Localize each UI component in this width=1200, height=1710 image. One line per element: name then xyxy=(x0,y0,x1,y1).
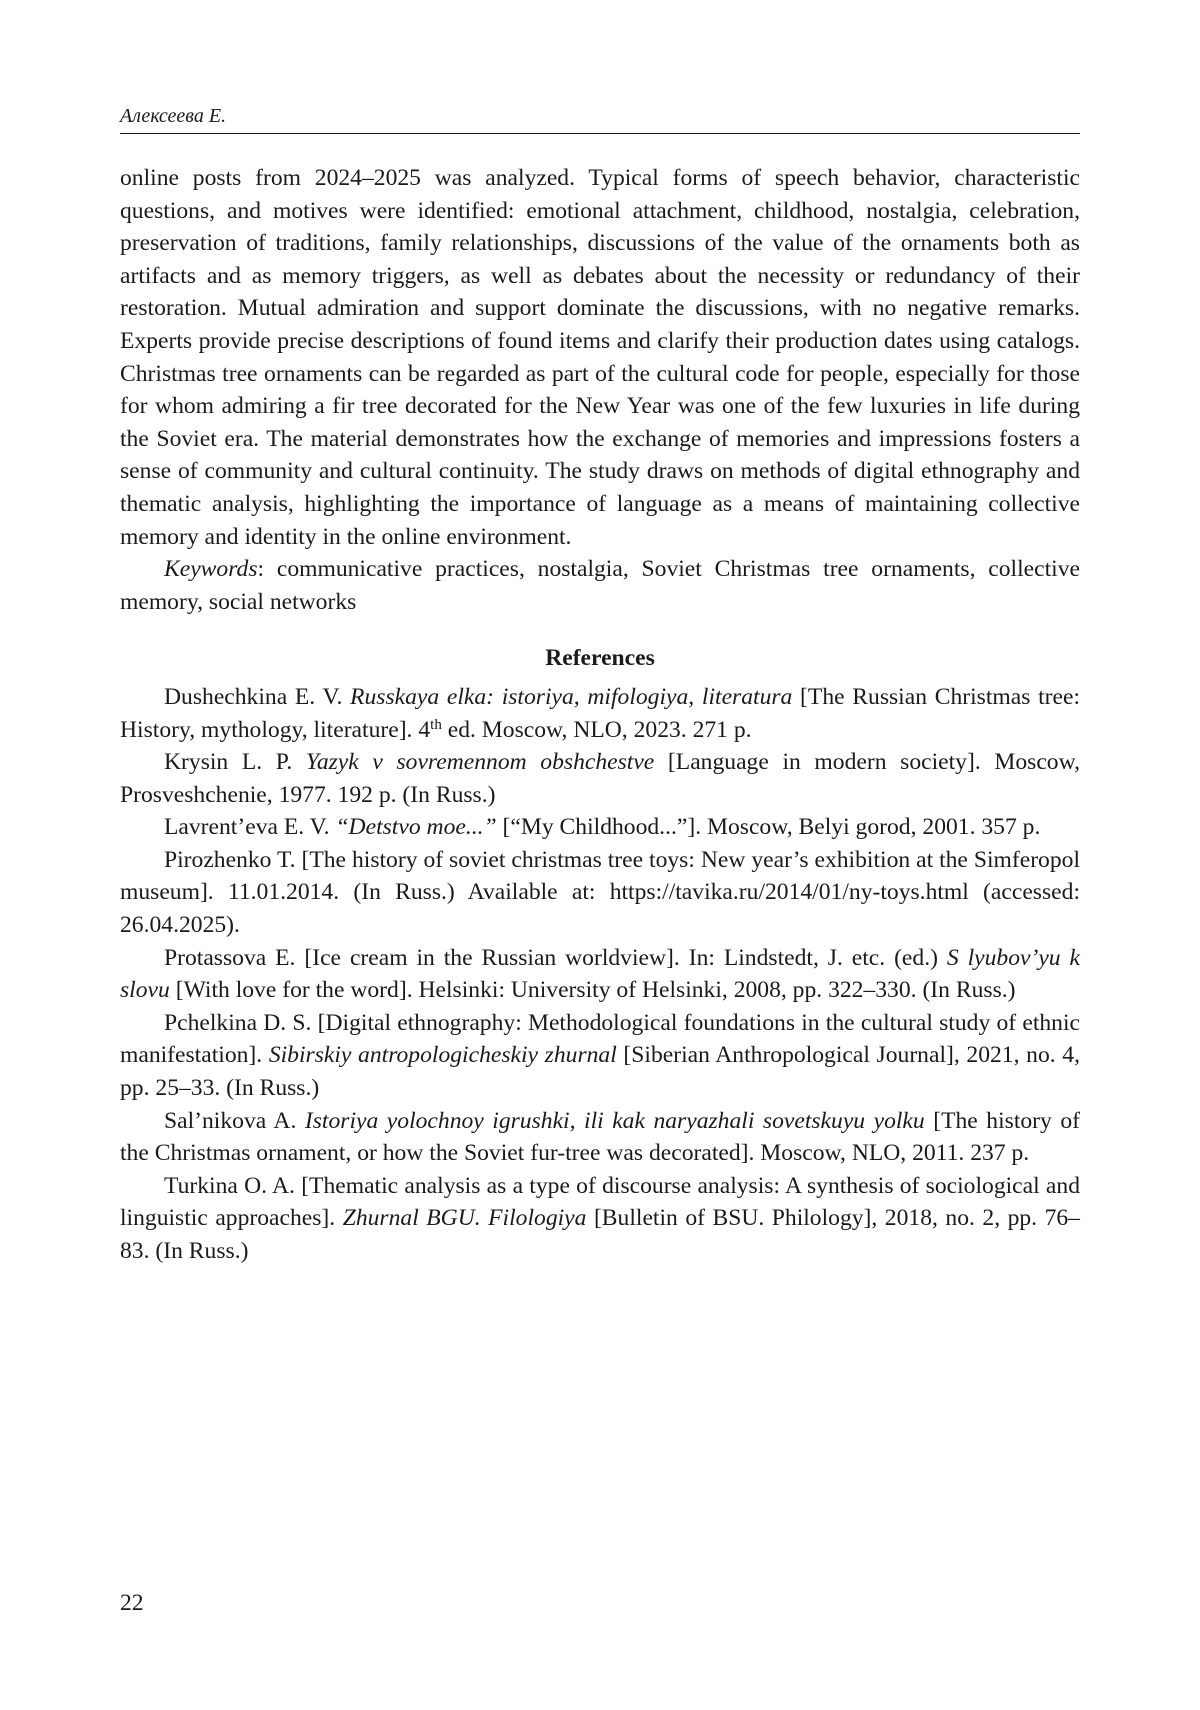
reference-item: Sal’nikova A. Istoriya yolochnoy igrushki, ili kak naryazhali sovetskuyu yolku [The history of the Christmas ornament, or how the Soviet fur-tree was decorated]. Moscow, NLO, 2011. 237 p. xyxy=(120,1107,1080,1167)
reference-item: Pirozhenko T. [The history of soviet christmas tree toys: New year’s exhibition at the Simferopol museum]. 11.01.2014. (In Russ.) Available at: https://tavika.ru/2014/01/ny-toys.html (accessed: 26.04.2025). xyxy=(120,846,1080,939)
reference-item: Protassova E. [Ice cream in the Russian worldview]. In: Lindstedt, J. etc. (ed.) S lyubov’yu k slovu [With love for the word]. Helsinki: University of Helsinki, 2008, pp. 322–330. (In Russ.) xyxy=(120,944,1080,1004)
abstract-continuation: online posts from 2024–2025 was analyzed. Typical forms of speech behavior, characteristic questions, and motives were identified: emotional attachment, childhood, nostalgia, celebration, preservation of traditions, family relationships, discussions of the value of the ornaments both as artifacts and as memory triggers, as well as debates about the necessity or redundancy of their restoration. Mutual admiration and support dominate the discussions, with no negative remarks. Experts provide precise descriptions of found items and clarify their production dates using catalogs. Christmas tree ornaments can be regarded as part of the cultural code for people, especially for those for whom admiring a fir tree decorated for the New Year was one of the few luxuries in life during the Soviet era. The material demonstrates how the exchange of memories and impressions fosters a sense of community and cultural continuity. The study draws on methods of digital ethnography and thematic analysis, highlighting the importance of language as a means of maintaining collective memory and identity in the online environment. xyxy=(120,165,1080,550)
reference-item: Dushechkina E. V. Russkaya elka: istoriya, mifologiya, literatura [The Russian Christmas tree: History, mythology, literature]. 4th ed. Moscow, NLO, 2023. 271 p. xyxy=(120,683,1080,743)
references-heading: References xyxy=(545,645,655,672)
header-rule xyxy=(120,133,1080,134)
reference-item: Lavrent’eva E. V. “Detstvo moe...” [“My Childhood...”]. Moscow, Belyi gorod, 2001. 357 p. xyxy=(164,814,1041,841)
reference-item: Pchelkina D. S. [Digital ethnography: Methodological foundations in the cultural study of ethnic manifestation]. Sibirskiy antropologicheskiy zhurnal [Siberian Anthropological Journal], 2021, no. 4, pp. 25–33. (In Russ.) xyxy=(120,1009,1080,1102)
keywords-text: : communicative practices, nostalgia, Soviet Christmas tree ornaments, collective memory, social networks xyxy=(120,556,1080,615)
running-header-author: Алексеева Е. xyxy=(120,105,227,127)
keywords-paragraph xyxy=(120,553,1080,618)
reference-item: Turkina O. A. [Thematic analysis as a type of discourse analysis: A synthesis of sociological and linguistic approaches]. Zhurnal BGU. Filologiya [Bulletin of BSU. Philology], 2018, no. 2, pp. 76–83. (In Russ.) xyxy=(120,1172,1080,1264)
main-text xyxy=(120,162,1080,1268)
keywords-label: Keywords xyxy=(164,556,258,583)
reference-item: Krysin L. P. Yazyk v sovremennom obshchestve [Language in modern society]. Moscow, Prosveshchenie, 1977. 192 p. (In Russ.) xyxy=(120,749,1080,808)
page-number: 22 xyxy=(120,1590,144,1616)
